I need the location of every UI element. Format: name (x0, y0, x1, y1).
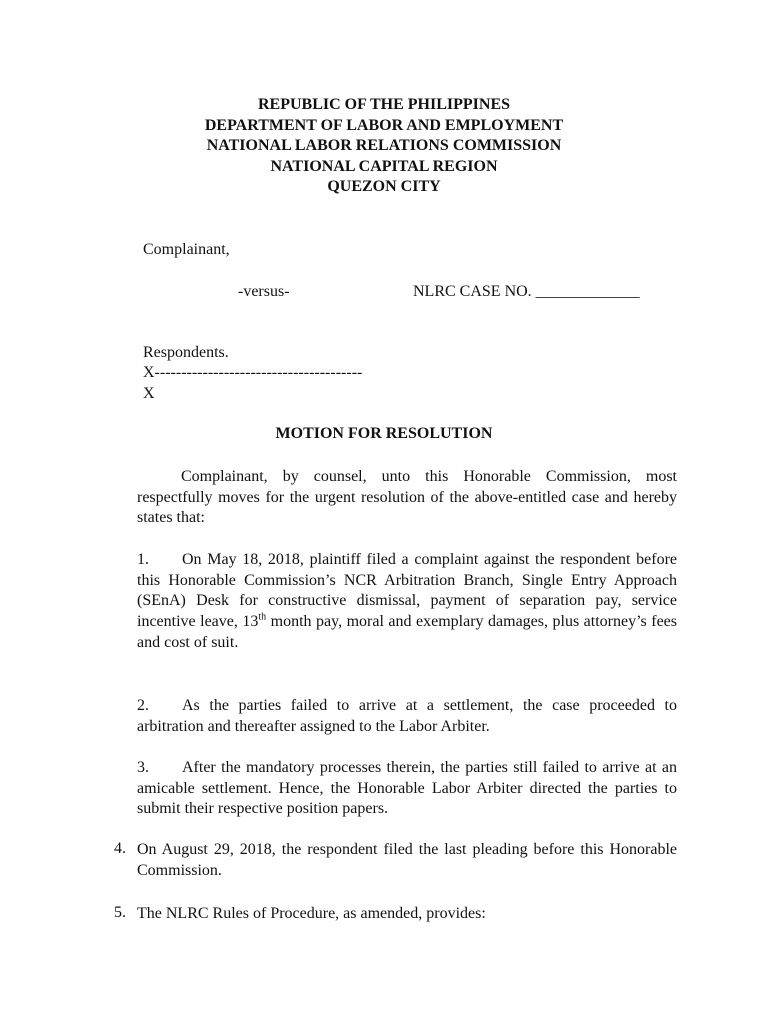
header-commission: NATIONAL LABOR RELATIONS COMMISSION (206, 137, 562, 155)
paragraph-text: As the parties failed to arrive at a settlement, the case proceeded to arbitration and thereafter assigned to the Labor Arbiter. (137, 697, 677, 735)
superscript: th (258, 611, 267, 623)
caption-separator-end: X (143, 385, 155, 402)
intro-paragraph (137, 467, 677, 529)
caption-separator: X--------------------------------------- (143, 364, 363, 381)
paragraph-4-number: 4. (114, 840, 126, 857)
header-department: DEPARTMENT OF LABOR AND EMPLOYMENT (204, 116, 564, 134)
case-number: NLRC CASE NO. _____________ (413, 283, 640, 300)
motion-title: MOTION FOR RESOLUTION (275, 425, 493, 442)
intro-text: Complainant, by counsel, unto this Honorable Commission, most respectfully moves for the urgent resolution of the above-entitled case and hereby states that: (137, 468, 677, 527)
document-header (0, 95, 768, 198)
paragraph-3 (137, 758, 677, 820)
paragraph-4-text: On August 29, 2018, the respondent filed the last pleading before this Honorable Commission. (137, 841, 677, 879)
paragraph-5-text: The NLRC Rules of Procedure, as amended, provides: (137, 905, 486, 922)
header-region: NATIONAL CAPITAL REGION (270, 157, 498, 175)
paragraph-5-number: 5. (114, 904, 126, 921)
complainant-label: Complainant, (143, 241, 230, 258)
paragraph-number: 2. (137, 697, 149, 714)
header-republic: REPUBLIC OF THE PHILIPPINES (257, 96, 511, 113)
paragraph-text: After the mandatory processes therein, the parties still failed to arrive at an amicable settlement. Hence, the Honorable Labor Arbiter directed the parties to submit their respective position papers. (137, 759, 677, 818)
paragraph-number: 3. (137, 759, 149, 776)
paragraph-number: 1. (137, 551, 149, 568)
paragraph-2 (137, 696, 677, 737)
paragraph-1 (137, 550, 677, 654)
versus-label: -versus- (238, 283, 290, 300)
paragraph-text: On May 18, 2018, plaintiff filed a complaint against the respondent before this Honorable Commission’s NCR Arbitration Branch, Single Entry Approach (SEnA) Desk for constructive dismissal, payment of separation pay, service incentive leave, 13 (137, 551, 677, 631)
respondents-label: Respondents. (143, 344, 229, 361)
paragraph-text-continued: month pay, moral and exemplary damages, plus attorney’s fees and cost of suit. (137, 613, 678, 651)
header-city: QUEZON CITY (327, 178, 441, 196)
